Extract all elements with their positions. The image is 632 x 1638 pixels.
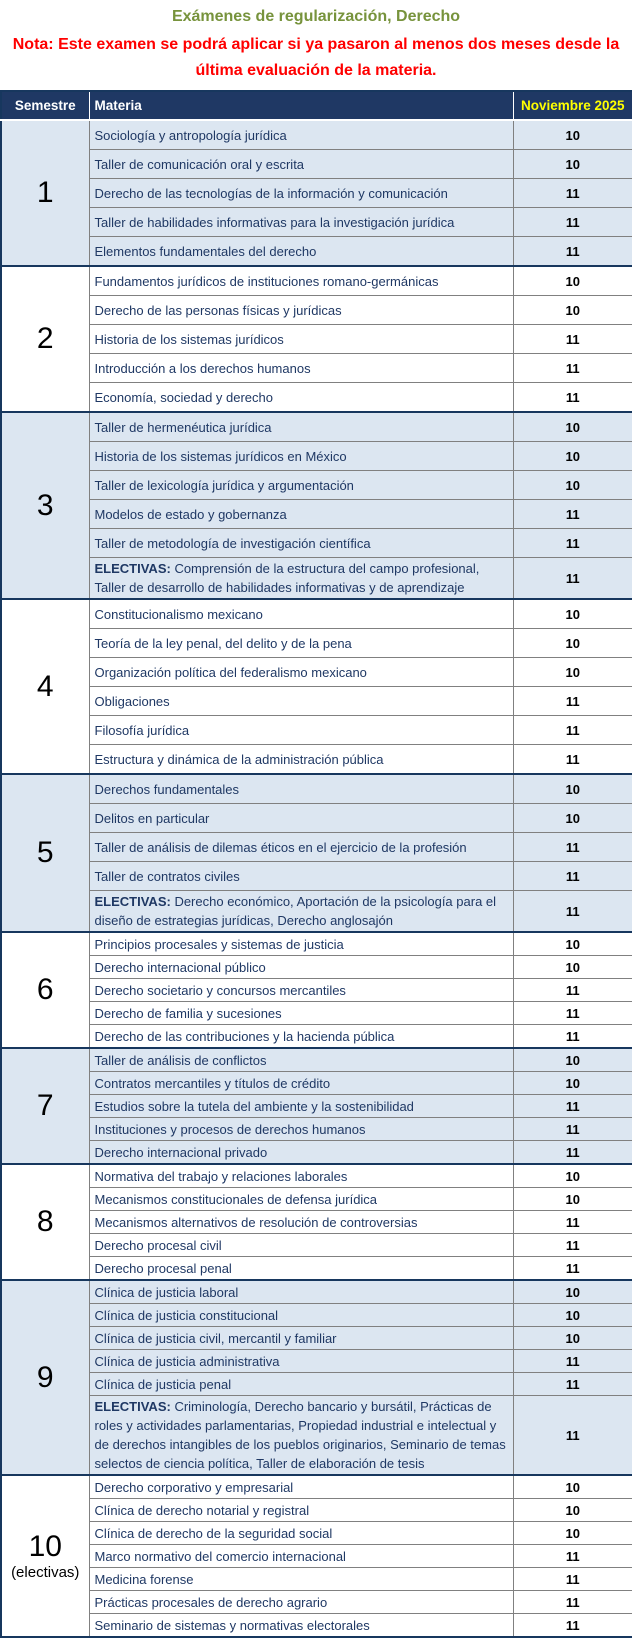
semester-number: 5	[36, 836, 54, 869]
table-header-row	[1, 91, 632, 120]
table-body	[1, 120, 632, 1637]
date-cell: 10	[513, 658, 632, 687]
table-row	[1, 354, 632, 383]
subject-cell: Seminario de sistemas y normativas electorales	[89, 1614, 513, 1638]
date-cell: 11	[513, 1396, 632, 1476]
table-row	[1, 1545, 632, 1568]
date-cell: 11	[513, 745, 632, 775]
subject-cell: Sociología y antropología jurídica	[89, 120, 513, 150]
date-cell: 10	[513, 1164, 632, 1188]
table-row	[1, 1591, 632, 1614]
date-cell: 11	[513, 1095, 632, 1118]
table-row	[1, 1234, 632, 1257]
table-row	[1, 1327, 632, 1350]
table-row	[1, 1072, 632, 1095]
subject-cell: Clínica de justicia civil, mercantil y familiar	[89, 1327, 513, 1350]
table-row	[1, 325, 632, 354]
subject-cell: Medicina forense	[89, 1568, 513, 1591]
date-cell: 11	[513, 529, 632, 558]
date-cell: 10	[513, 442, 632, 471]
semester-number: 3	[36, 488, 54, 522]
semester-number: 10	[28, 1530, 62, 1563]
table-row	[1, 150, 632, 179]
subject-cell: Normativa del trabajo y relaciones laborales	[89, 1164, 513, 1188]
table-row	[1, 1568, 632, 1591]
semester-cell	[1, 266, 89, 412]
subject-cell: Marco normativo del comercio internacional	[89, 1545, 513, 1568]
table-row	[1, 1048, 632, 1072]
table-row	[1, 599, 632, 629]
subject-cell: Derecho de las tecnologías de la información y comunicación	[89, 179, 513, 208]
subject-cell: Taller de comunicación oral y escrita	[89, 150, 513, 179]
date-cell: 11	[513, 558, 632, 600]
table-row	[1, 442, 632, 471]
date-cell: 11	[513, 383, 632, 413]
subject-cell: Mecanismos constitucionales de defensa jurídica	[89, 1188, 513, 1211]
semester-cell	[1, 774, 89, 932]
date-cell: 11	[513, 1234, 632, 1257]
semester-number: 4	[36, 669, 54, 703]
table-row	[1, 1499, 632, 1522]
table-row	[1, 1118, 632, 1141]
date-cell: 10	[513, 150, 632, 179]
date-cell: 10	[513, 266, 632, 296]
subject-cell: Contratos mercantiles y títulos de crédito	[89, 1072, 513, 1095]
date-cell: 11	[513, 862, 632, 891]
table-row	[1, 1164, 632, 1188]
subject-cell: Elementos fundamentales del derecho	[89, 237, 513, 267]
table-row	[1, 1280, 632, 1304]
electives-prefix: ELECTIVAS:	[94, 1399, 171, 1414]
date-cell: 10	[513, 932, 632, 956]
subject-cell: Derecho procesal civil	[89, 1234, 513, 1257]
date-cell: 10	[513, 956, 632, 979]
subject-cell: Organización política del federalismo mexicano	[89, 658, 513, 687]
subject-cell: Clínica de justicia constitucional	[89, 1304, 513, 1327]
date-cell: 10	[513, 1280, 632, 1304]
date-cell: 10	[513, 1188, 632, 1211]
date-cell: 10	[513, 1304, 632, 1327]
table-row	[1, 208, 632, 237]
table-row	[1, 1025, 632, 1049]
table-row	[1, 658, 632, 687]
date-cell: 11	[513, 1118, 632, 1141]
table-row	[1, 1614, 632, 1638]
semester-cell	[1, 1280, 89, 1475]
table-row	[1, 804, 632, 833]
table-row	[1, 412, 632, 442]
subject-cell: Taller de hermenéutica jurídica	[89, 412, 513, 442]
semester-number: 8	[36, 1205, 54, 1238]
semester-sublabel: (electivas)	[11, 1564, 80, 1581]
table-row	[1, 1350, 632, 1373]
column-header-date: Noviembre 2025	[513, 91, 632, 120]
subject-cell: Clínica de justicia penal	[89, 1373, 513, 1396]
table-row	[1, 237, 632, 267]
table-row	[1, 716, 632, 745]
date-cell: 10	[513, 1522, 632, 1545]
subject-cell: Estructura y dinámica de la administración pública	[89, 745, 513, 775]
date-cell: 11	[513, 1350, 632, 1373]
subject-cell: Introducción a los derechos humanos	[89, 354, 513, 383]
subject-cell: ELECTIVAS: Derecho económico, Aportación de la psicología para el diseño de estrategias jurídicas, Derecho anglosajón	[89, 891, 513, 933]
subject-cell: Prácticas procesales de derecho agrario	[89, 1591, 513, 1614]
subject-cell: Constitucionalismo mexicano	[89, 599, 513, 629]
subject-cell: Principios procesales y sistemas de justicia	[89, 932, 513, 956]
semester-cell	[1, 932, 89, 1048]
table-row	[1, 956, 632, 979]
subject-cell: Derecho internacional privado	[89, 1141, 513, 1165]
table-row	[1, 383, 632, 413]
semester-cell	[1, 412, 89, 599]
subject-cell: Delitos en particular	[89, 804, 513, 833]
date-cell: 10	[513, 1499, 632, 1522]
table-row	[1, 1141, 632, 1165]
date-cell: 10	[513, 774, 632, 804]
date-cell: 11	[513, 1373, 632, 1396]
date-cell: 11	[513, 179, 632, 208]
column-header-semester: Semestre	[1, 91, 89, 120]
table-row	[1, 500, 632, 529]
date-cell: 10	[513, 599, 632, 629]
date-cell: 10	[513, 804, 632, 833]
subject-cell: Clínica de derecho de la seguridad social	[89, 1522, 513, 1545]
table-row	[1, 179, 632, 208]
electives-prefix: ELECTIVAS:	[94, 561, 171, 576]
table-row	[1, 891, 632, 933]
table-row	[1, 1257, 632, 1281]
date-cell: 11	[513, 500, 632, 529]
subject-cell: Fundamentos jurídicos de instituciones romano-germánicas	[89, 266, 513, 296]
subject-cell: Derecho procesal penal	[89, 1257, 513, 1281]
date-cell: 10	[513, 1048, 632, 1072]
semester-number: 1	[36, 176, 54, 209]
table-row	[1, 687, 632, 716]
date-cell: 10	[513, 629, 632, 658]
table-row	[1, 1522, 632, 1545]
electives-prefix: ELECTIVAS:	[94, 894, 171, 909]
subject-cell: Clínica de justicia laboral	[89, 1280, 513, 1304]
subject-cell: Derecho corporativo y empresarial	[89, 1475, 513, 1499]
table-row	[1, 774, 632, 804]
table-row	[1, 529, 632, 558]
subject-cell: Taller de lexicología jurídica y argumentación	[89, 471, 513, 500]
date-cell: 11	[513, 1141, 632, 1165]
semester-cell	[1, 1164, 89, 1280]
date-cell: 10	[513, 120, 632, 150]
semester-cell	[1, 599, 89, 774]
subject-cell: Taller de análisis de dilemas éticos en el ejercicio de la profesión	[89, 833, 513, 862]
table-row	[1, 558, 632, 600]
table-row	[1, 1188, 632, 1211]
date-cell: 11	[513, 687, 632, 716]
date-cell: 10	[513, 1072, 632, 1095]
date-cell: 11	[513, 237, 632, 267]
date-cell: 10	[513, 412, 632, 442]
table-row	[1, 1475, 632, 1499]
subject-cell: Modelos de estado y gobernanza	[89, 500, 513, 529]
date-cell: 11	[513, 1614, 632, 1638]
subject-cell: Taller de habilidades informativas para la investigación jurídica	[89, 208, 513, 237]
subject-cell: Teoría de la ley penal, del delito y de la pena	[89, 629, 513, 658]
table-row	[1, 296, 632, 325]
date-cell: 10	[513, 1475, 632, 1499]
date-cell: 11	[513, 833, 632, 862]
subject-cell: Instituciones y procesos de derechos humanos	[89, 1118, 513, 1141]
subject-cell: Derecho de familia y sucesiones	[89, 1002, 513, 1025]
date-cell: 11	[513, 979, 632, 1002]
table-row	[1, 862, 632, 891]
subject-cell: ELECTIVAS: Comprensión de la estructura del campo profesional, Taller de desarrollo de habilidades informativas y de aprendizaje	[89, 558, 513, 600]
semester-number: 7	[36, 1089, 54, 1122]
semester-number: 2	[36, 322, 54, 355]
subject-cell: ELECTIVAS: Criminología, Derecho bancario y bursátil, Prácticas de roles y actividades parlamentarias, Propiedad industrial e intelectual y de derechos intangibles de los pueblos originarios, Seminario de temas selectos de ciencia política, Taller de elaboración de tesis	[89, 1396, 513, 1476]
date-cell: 11	[513, 1211, 632, 1234]
subject-cell: Derecho societario y concursos mercantiles	[89, 979, 513, 1002]
table-row	[1, 471, 632, 500]
subject-cell: Mecanismos alternativos de resolución de controversias	[89, 1211, 513, 1234]
date-cell: 10	[513, 296, 632, 325]
table-row	[1, 629, 632, 658]
date-cell: 11	[513, 208, 632, 237]
subject-cell: Obligaciones	[89, 687, 513, 716]
table-row	[1, 266, 632, 296]
subject-cell: Taller de contratos civiles	[89, 862, 513, 891]
subject-cell: Filosofía jurídica	[89, 716, 513, 745]
date-cell: 11	[513, 716, 632, 745]
note-text: Nota: Este examen se podrá aplicar si ya pasaron al menos dos meses desde la última evaluación de la materia.	[12, 36, 620, 79]
table-row	[1, 120, 632, 150]
semester-number: 9	[36, 1360, 54, 1394]
exam-schedule-table	[0, 90, 632, 1638]
subject-cell: Derecho de las personas físicas y jurídicas	[89, 296, 513, 325]
date-cell: 11	[513, 1002, 632, 1025]
date-cell: 11	[513, 1545, 632, 1568]
table-row	[1, 833, 632, 862]
subject-cell: Estudios sobre la tutela del ambiente y la sostenibilidad	[89, 1095, 513, 1118]
date-cell: 10	[513, 1327, 632, 1350]
semester-cell	[1, 120, 89, 266]
table-row	[1, 979, 632, 1002]
subject-cell: Taller de metodología de investigación científica	[89, 529, 513, 558]
subject-cell: Historia de los sistemas jurídicos	[89, 325, 513, 354]
date-cell: 11	[513, 891, 632, 933]
semester-cell	[1, 1048, 89, 1164]
subject-cell: Derecho internacional público	[89, 956, 513, 979]
date-cell: 11	[513, 1591, 632, 1614]
page-title: Exámenes de regularización, Derecho	[171, 8, 461, 25]
table-row	[1, 1396, 632, 1476]
semester-number: 6	[36, 973, 54, 1006]
date-cell: 11	[513, 1025, 632, 1049]
table-row	[1, 1304, 632, 1327]
table-row	[1, 1373, 632, 1396]
subject-cell: Derechos fundamentales	[89, 774, 513, 804]
date-cell: 11	[513, 1257, 632, 1281]
subject-cell: Taller de análisis de conflictos	[89, 1048, 513, 1072]
semester-cell	[1, 1475, 89, 1637]
table-row	[1, 932, 632, 956]
date-cell: 11	[513, 1568, 632, 1591]
subject-cell: Clínica de derecho notarial y registral	[89, 1499, 513, 1522]
date-cell: 10	[513, 471, 632, 500]
table-row	[1, 1095, 632, 1118]
subject-cell: Derecho de las contribuciones y la hacienda pública	[89, 1025, 513, 1049]
column-header-subject: Materia	[89, 91, 513, 120]
subject-cell: Historia de los sistemas jurídicos en México	[89, 442, 513, 471]
table-row	[1, 1002, 632, 1025]
subject-cell: Economía, sociedad y derecho	[89, 383, 513, 413]
date-cell: 11	[513, 354, 632, 383]
table-row	[1, 745, 632, 775]
date-cell: 11	[513, 325, 632, 354]
subject-cell: Clínica de justicia administrativa	[89, 1350, 513, 1373]
table-row	[1, 1211, 632, 1234]
